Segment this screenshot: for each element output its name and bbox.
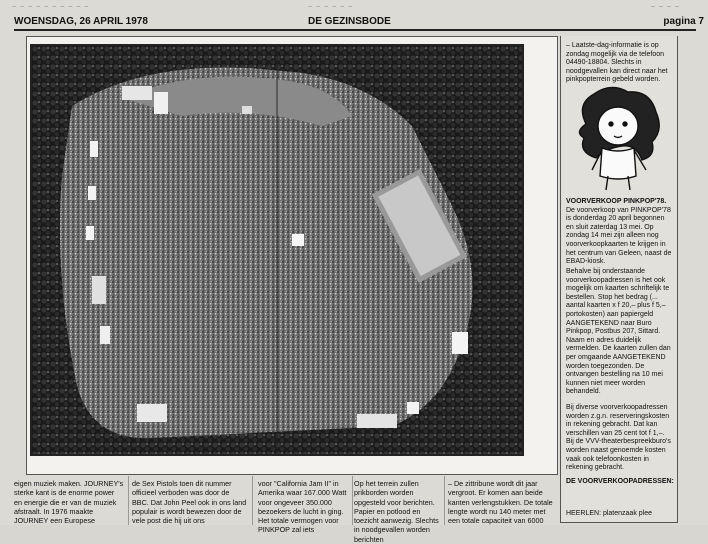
sidebar-section-title: VOORVERKOOP PINKPOP'78. bbox=[566, 198, 667, 205]
issue-date: WOENSDAG, 26 APRIL 1978 bbox=[14, 16, 148, 27]
sidebar-section-title: DE VOORVERKOOPADRESSEN: bbox=[566, 478, 674, 485]
column-divider bbox=[128, 476, 129, 525]
sidebar-paragraph: De voorverkoop van PINKPOP'78 is donderdag 20 april begonnen en sluit zaterdag 13 mei. Op zondag 14 mei zijn alleen nog voorverkoopkaarten te krijgen in het centrum van Geleen, naast de EBAD-kiosk. bbox=[566, 206, 672, 266]
article-column: – De zittribune wordt dit jaar vergroot. Er komen aan beide kanten verlengstukken. De totale lengte wordt nu 140 meter met een totale capaciteit van 6000 bbox=[448, 479, 553, 526]
column-divider bbox=[252, 476, 253, 525]
sidebar-paragraph: Behalve bij onderstaande voorverkoopadressen is het ook mogelijk om kaarten schriftelijk te bestellen. Stop het bedrag (... aantal kaarten x f 20,– plus f 5,– portokosten) aan papiergeld AANGETEKEND naar Buro Pinkpop, Postbus 207, Sittard. Naam en adres duidelijk vermelden. De kaarten zullen dan per omgaande AANGETEKEND worden toegezonden. De ontvangen bestelling na 10 mei kunnen niet meer worden behandeld. bbox=[566, 268, 671, 396]
sidebar-paragraph: Bij diverse voorverkoopadressen worden z.g.n. reserveringskosten in rekening gebracht. Dat kan verschillen van 25 cent tot f 1,–. Bij de VVV-theaterbespreekburo's worden naast genoemde kosten vaak ook telefoonkosten in rekening gebracht. bbox=[566, 404, 671, 472]
aerial-crowd-photo bbox=[30, 44, 524, 456]
sidebar-intro: – Laatste-dag-informatie is op zondag mogelijk via de telefoon 04490-18804. Slechts in noodgevallen kan direct naar het pinkpopterrein gebeld worden. bbox=[566, 42, 668, 84]
newspaper-name: DE GEZINSBODE bbox=[308, 16, 391, 27]
bleed-through-text: ~ ~ ~ ~ bbox=[650, 4, 680, 11]
article-column: voor "California Jam II" in Amerika waar 167.000 Watt voor ongeveer 350.000 bezoekers de lucht in ging. Het totale vermogen voor PINKPOP zal iets bbox=[258, 479, 347, 535]
masthead-rule bbox=[14, 29, 696, 31]
page-number: pagina 7 bbox=[663, 16, 704, 27]
column-divider bbox=[352, 476, 353, 525]
column-divider bbox=[444, 476, 445, 525]
article-column: de Sex Pistols toen dit nummer officieel verboden was door de BBC. Dat John Peel ook in ons land populair is wordt bewezen door de vele post die hij uit ons bbox=[132, 479, 247, 526]
festival-aerial-image bbox=[32, 46, 522, 454]
girl-illustration bbox=[566, 84, 672, 192]
sidebar-paragraph: HEERLEN: platenzaak plee bbox=[566, 510, 652, 517]
article-column: eigen muziek maken. JOURNEY's sterke kant is de enorme power en energie die er van de muziek afstraalt. In 1976 maakte JOURNEY een Europese bbox=[14, 479, 124, 526]
article-column: Op het terrein zullen prikborden worden opgesteld voor berichten. Papier en potlood en toezicht aanwezig. Slechts in noodgevallen worden berichten bbox=[354, 479, 439, 544]
bleed-through-text: ~ ~ ~ ~ ~ ~ bbox=[308, 4, 354, 11]
bleed-through-text: ~ ~ ~ ~ ~ ~ ~ ~ ~ ~ bbox=[12, 4, 90, 11]
